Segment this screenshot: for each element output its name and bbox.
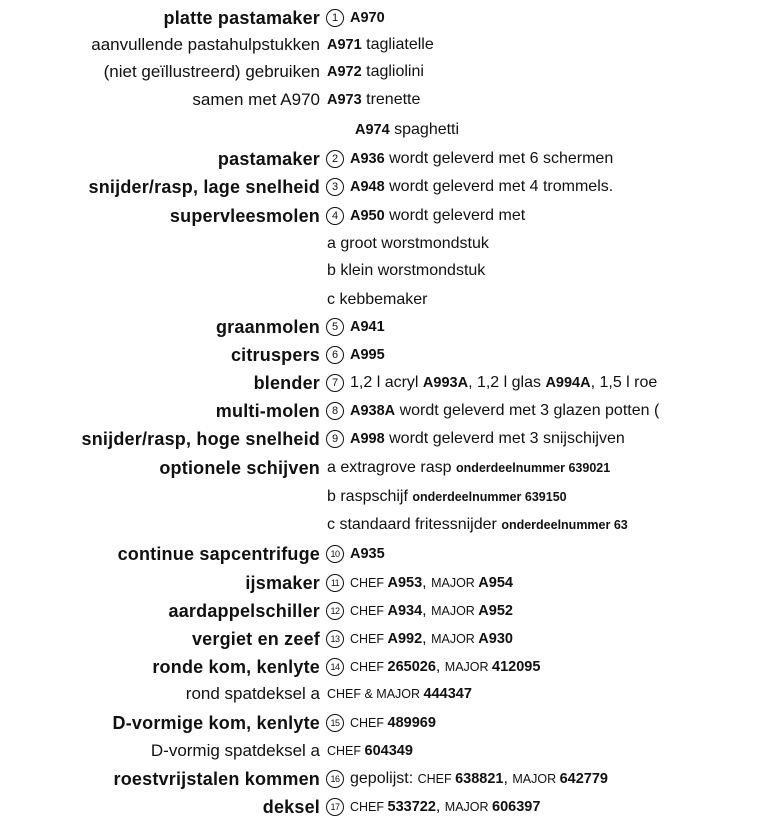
detail-text: CHEF [350, 716, 388, 730]
item-number-circle: 8 [326, 402, 344, 420]
item-detail [350, 710, 436, 736]
model-code: 638821 [455, 771, 504, 787]
item-number-circle: 4 [326, 207, 344, 225]
part-number: onderdeelnummer 639150 [412, 490, 567, 504]
list-row [0, 231, 773, 257]
item-number-circle: 12 [326, 602, 344, 620]
detail-text: , [422, 630, 432, 647]
item-number-circle: 2 [326, 150, 344, 168]
part-number: onderdeelnummer 63 [501, 518, 628, 532]
model-code: A971 [327, 37, 362, 53]
item-detail [350, 794, 540, 820]
list-row [0, 766, 773, 792]
detail-text: CHEF [350, 660, 388, 674]
detail-text: 1,2 l acryl [350, 374, 423, 391]
item-detail [327, 455, 610, 481]
item-name: aardappelschiller [168, 601, 320, 621]
item-number-circle: 15 [326, 714, 344, 732]
item-name: optionele schijven [159, 458, 320, 478]
detail-text: MAJOR [431, 576, 479, 590]
detail-text: c kebbemaker [327, 291, 428, 308]
list-row [0, 5, 773, 31]
item-number-circle: 13 [326, 630, 344, 648]
item-detail [350, 314, 385, 340]
item-number-circle: 16 [326, 770, 344, 788]
detail-text: MAJOR [431, 604, 479, 618]
detail-text: , [435, 798, 445, 815]
list-row [0, 598, 773, 624]
model-code: 642779 [559, 771, 608, 787]
detail-text: , 1,2 l glas [468, 374, 546, 391]
item-detail [355, 117, 459, 143]
detail-text: MAJOR [444, 800, 493, 814]
detail-text: b klein worstmondstuk [327, 262, 486, 279]
item-number-circle: 7 [326, 374, 344, 392]
item-detail [350, 342, 385, 368]
item-detail [350, 370, 657, 396]
item-detail [350, 146, 613, 172]
model-code: A970 [350, 10, 385, 26]
item-detail [350, 654, 540, 680]
item-detail [327, 484, 567, 510]
list-row [0, 570, 773, 596]
list-row [0, 258, 773, 284]
item-detail [327, 87, 420, 113]
item-name: roestvrijstalen kommen [113, 769, 320, 789]
list-row [0, 738, 773, 764]
detail-text: wordt geleverd met 3 snijschijven [384, 430, 625, 447]
item-name: ronde kom, kenlyte [152, 657, 320, 677]
list-row [0, 626, 773, 652]
item-number-circle: 5 [326, 318, 344, 336]
item-detail [327, 681, 472, 707]
model-code: A995 [350, 347, 385, 363]
model-code: 265026 [387, 659, 436, 675]
detail-text: a extragrove rasp [327, 459, 456, 476]
model-code: A936 [350, 151, 385, 167]
list-row [0, 203, 773, 229]
item-number-circle: 9 [326, 430, 344, 448]
detail-text: gepolijst: [350, 770, 418, 787]
item-number-circle: 14 [326, 658, 344, 676]
detail-text: , 1,5 l roe [590, 374, 658, 391]
model-code: A954 [478, 575, 513, 591]
item-name: aanvullende pastahulpstukken [91, 35, 320, 54]
detail-text: wordt geleverd met [384, 207, 526, 224]
item-detail [350, 598, 513, 624]
detail-text: MAJOR [512, 772, 560, 786]
model-code: A998 [350, 431, 385, 447]
item-detail [327, 59, 424, 85]
item-number-circle: 11 [326, 574, 344, 592]
model-code: 533722 [387, 799, 436, 815]
item-name: D-vormig spatdeksel a [150, 741, 320, 760]
item-name: samen met A970 [192, 90, 320, 109]
model-code: 444347 [423, 686, 472, 702]
item-detail [350, 570, 513, 596]
item-name: graanmolen [215, 317, 320, 337]
detail-text: tagliatelle [361, 36, 434, 53]
detail-text: trenette [361, 91, 421, 108]
detail-text: , [422, 574, 432, 591]
item-name: snijder/rasp, lage snelheid [88, 177, 320, 197]
item-detail [350, 541, 385, 567]
list-row [0, 287, 773, 313]
item-name: vergiet en zeef [191, 629, 320, 649]
model-code: 604349 [364, 743, 413, 759]
model-code: A948 [350, 179, 385, 195]
item-detail [350, 174, 613, 200]
list-row [0, 314, 773, 340]
item-number-circle: 3 [326, 178, 344, 196]
item-name: snijder/rasp, hoge snelheid [81, 429, 320, 449]
list-row [0, 426, 773, 452]
detail-text: CHEF [327, 744, 365, 758]
detail-text: wordt geleverd met 6 schermen [384, 150, 614, 167]
item-name: platte pastamaker [163, 8, 320, 28]
item-detail [350, 766, 608, 792]
list-row [0, 541, 773, 567]
item-detail [327, 231, 489, 257]
detail-text: a groot worstmondstuk [327, 235, 489, 252]
detail-text: CHEF [350, 800, 388, 814]
model-code: A935 [350, 546, 385, 562]
list-row [0, 117, 773, 143]
list-row [0, 87, 773, 113]
detail-text: , [435, 658, 445, 675]
item-name: ijsmaker [245, 573, 320, 593]
item-detail [327, 738, 413, 764]
model-code: A941 [350, 319, 385, 335]
item-name: multi-molen [215, 401, 320, 421]
model-code: A974 [355, 122, 390, 138]
list-row [0, 398, 773, 424]
model-code: 489969 [387, 715, 436, 731]
detail-text: CHEF [350, 632, 388, 646]
item-detail [350, 398, 659, 424]
item-number-circle: 6 [326, 346, 344, 364]
detail-text: MAJOR [444, 660, 493, 674]
list-row [0, 146, 773, 172]
list-row [0, 484, 773, 510]
item-detail [350, 5, 385, 31]
item-name: continue sapcentrifuge [117, 544, 320, 564]
detail-text: wordt geleverd met 3 glazen potten ( [395, 402, 660, 419]
item-name: supervleesmolen [169, 206, 320, 226]
list-row [0, 32, 773, 58]
item-detail [350, 203, 525, 229]
model-code: A993A [422, 375, 469, 391]
detail-text: , [422, 602, 432, 619]
detail-text: wordt geleverd met 4 trommels. [384, 178, 614, 195]
item-name: rond spatdeksel a [185, 684, 320, 703]
list-row [0, 455, 773, 481]
list-row [0, 654, 773, 680]
list-row [0, 512, 773, 538]
list-row [0, 794, 773, 820]
list-row [0, 342, 773, 368]
detail-text: CHEF [350, 576, 388, 590]
item-name: blender [253, 373, 320, 393]
detail-text: tagliolini [361, 63, 424, 80]
item-detail [327, 32, 434, 58]
item-detail [350, 426, 625, 452]
list-row [0, 174, 773, 200]
model-code: A973 [327, 92, 362, 108]
model-code: A953 [387, 575, 423, 591]
list-row [0, 710, 773, 736]
model-code: A930 [478, 631, 513, 647]
detail-text: CHEF & MAJOR [327, 687, 424, 701]
model-code: A972 [327, 64, 362, 80]
detail-text: , [503, 770, 513, 787]
model-code: 606397 [492, 799, 541, 815]
model-code: A952 [478, 603, 513, 619]
item-name: (niet geïllustreerd) gebruiken [103, 62, 320, 81]
detail-text: MAJOR [431, 632, 479, 646]
detail-text: c standaard fritessnijder [327, 516, 502, 533]
part-number: onderdeelnummer 639021 [455, 461, 611, 475]
list-row [0, 370, 773, 396]
item-name: pastamaker [217, 149, 320, 169]
item-name: deksel [262, 797, 320, 817]
item-number-circle: 1 [326, 9, 344, 27]
model-code: A950 [350, 208, 385, 224]
item-detail [327, 512, 628, 538]
model-code: A992 [387, 631, 423, 647]
list-row [0, 59, 773, 85]
detail-text: spaghetti [389, 121, 460, 138]
item-detail [327, 258, 485, 284]
item-detail [327, 287, 428, 313]
model-code: A938A [350, 403, 396, 419]
list-row [0, 681, 773, 707]
detail-text: CHEF [350, 604, 388, 618]
model-code: 412095 [492, 659, 541, 675]
detail-text: CHEF [417, 772, 456, 786]
model-code: A934 [387, 603, 423, 619]
item-number-circle: 17 [326, 798, 344, 816]
item-name: D-vormige kom, kenlyte [112, 713, 320, 733]
detail-text: b raspschijf [327, 488, 413, 505]
item-name: citruspers [230, 345, 320, 365]
item-detail [350, 626, 513, 652]
item-number-circle: 10 [326, 545, 344, 563]
model-code: A994A [545, 375, 591, 391]
